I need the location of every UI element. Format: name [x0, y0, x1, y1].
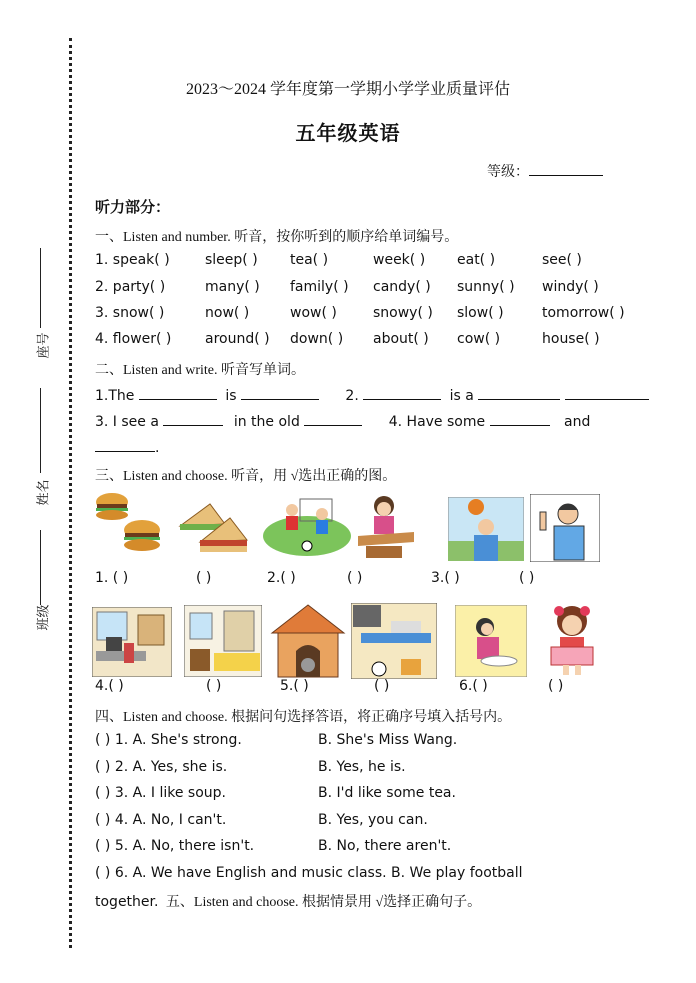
- word-item[interactable]: down( ): [290, 331, 344, 347]
- word-item[interactable]: 3. snow( ): [95, 305, 165, 321]
- section2-heading: 二、Listen and write. 听音写单词。: [95, 363, 305, 378]
- word-item[interactable]: now( ): [205, 305, 250, 321]
- grade-row: [487, 161, 603, 181]
- question-option-a[interactable]: ( ) 1. A. She's strong.: [95, 732, 242, 748]
- grade-blank[interactable]: [529, 161, 603, 176]
- word-item[interactable]: slow( ): [457, 305, 504, 321]
- question-option-a[interactable]: ( ) 3. A. I like soup.: [95, 785, 226, 801]
- picture-choice-label[interactable]: 3.( ): [431, 570, 460, 586]
- binding-dotted-line: [69, 38, 72, 948]
- study-room-image: [92, 607, 172, 677]
- word-item[interactable]: sleep( ): [205, 252, 258, 268]
- q1-text-a: 1.The: [95, 388, 135, 404]
- q6-line2-text: together.: [95, 894, 159, 910]
- section2-line2: [95, 411, 590, 433]
- q2-text-a: 2.: [345, 388, 359, 404]
- question-option-b[interactable]: B. No, there aren't.: [318, 838, 452, 854]
- word-item[interactable]: cow( ): [457, 331, 501, 347]
- picture-choice-label[interactable]: ( ): [206, 678, 222, 694]
- q3-text-b: in the old: [233, 414, 300, 430]
- q2-blank-3[interactable]: [565, 385, 649, 400]
- section1-heading: 一、Listen and number. 听音，按你听到的顺序给单词编号。: [95, 230, 459, 245]
- word-item[interactable]: candy( ): [373, 279, 431, 295]
- section4-heading: 四、Listen and choose. 根据问句选择答语，将正确序号填入括号内。: [95, 710, 512, 725]
- picture-choice-label[interactable]: 1. ( ): [95, 570, 129, 586]
- question-option-b[interactable]: B. I'd like some tea.: [318, 785, 456, 801]
- q4-text-a: 4. Have some: [388, 414, 486, 430]
- q3-text-a: 3. I see a: [95, 414, 159, 430]
- class-label: 班级: [36, 604, 52, 631]
- q1-text-b: is: [225, 388, 237, 404]
- sandwiches-image: [175, 496, 250, 558]
- seat-line: [40, 248, 41, 328]
- man-basketball-image: [448, 497, 524, 561]
- word-item[interactable]: tomorrow( ): [542, 305, 625, 321]
- name-line: [40, 388, 41, 473]
- picture-choice-label[interactable]: 6.( ): [459, 678, 488, 694]
- word-item[interactable]: 2. party( ): [95, 279, 166, 295]
- girl-cooking-image: [455, 605, 527, 677]
- q6-line2: [95, 891, 481, 913]
- question-option-a[interactable]: ( ) 4. A. No, I can't.: [95, 811, 227, 828]
- seat-label: 座号: [36, 332, 52, 359]
- q1-blank-1[interactable]: [139, 385, 217, 400]
- burger-1: [96, 493, 128, 520]
- question-option-b[interactable]: B. Yes, you can.: [318, 811, 428, 828]
- picture-choice-label[interactable]: 5.( ): [280, 678, 309, 694]
- question-option-a[interactable]: ( ) 5. A. No, there isn't.: [95, 838, 255, 854]
- class-line: [40, 530, 41, 605]
- picture-choice-label[interactable]: ( ): [548, 678, 564, 694]
- q3-blank-2[interactable]: [304, 411, 362, 426]
- picture-choice-label[interactable]: ( ): [519, 570, 535, 586]
- section2-line1: [95, 385, 649, 407]
- word-item[interactable]: about( ): [373, 331, 429, 347]
- picture-choice-label[interactable]: 2.( ): [267, 570, 296, 586]
- word-item[interactable]: eat( ): [457, 252, 496, 268]
- burger-2: [124, 520, 160, 551]
- q4-blank-1[interactable]: [490, 411, 550, 426]
- messy-room-image: [351, 603, 437, 679]
- q2-text-b: is a: [449, 388, 474, 404]
- girl-reading-image: [545, 603, 599, 677]
- word-item[interactable]: week( ): [373, 252, 426, 268]
- picture-choice-label[interactable]: ( ): [347, 570, 363, 586]
- word-item[interactable]: wow( ): [290, 305, 337, 321]
- subject-title: 五年级英语: [295, 121, 401, 145]
- question-option-a[interactable]: ( ) 2. A. Yes, she is.: [95, 758, 228, 775]
- q4-blank-2[interactable]: [95, 437, 155, 452]
- picture-choice-label[interactable]: ( ): [196, 570, 212, 586]
- listening-heading: 听力部分：: [95, 198, 171, 216]
- q6-line1: ( ) 6. A. We have English and music class. B. We play football: [95, 865, 523, 881]
- word-item[interactable]: around( ): [205, 331, 270, 347]
- word-item[interactable]: 1. speak( ): [95, 252, 170, 268]
- word-item[interactable]: windy( ): [542, 279, 599, 295]
- football-kids-image: [262, 494, 352, 558]
- q1-blank-2[interactable]: [241, 385, 319, 400]
- picture-choice-label[interactable]: 4.( ): [95, 678, 124, 694]
- grade-label: 等级：: [487, 164, 529, 180]
- word-item[interactable]: family( ): [290, 279, 349, 295]
- name-label: 姓名: [36, 479, 52, 506]
- q2-blank-2[interactable]: [478, 385, 560, 400]
- dog-house-image: [270, 603, 346, 679]
- q4-text-b: and: [564, 414, 591, 430]
- word-item[interactable]: tea( ): [290, 252, 329, 268]
- girl-writing-image: [356, 492, 416, 560]
- section5-heading: 五、Listen and choose. 根据情景用 √选择正确句子。: [165, 895, 482, 910]
- bedroom-image: [184, 605, 262, 677]
- exam-title: 2023～2024 学年度第一学期小学学业质量评估: [185, 81, 510, 98]
- word-item[interactable]: many( ): [205, 279, 260, 295]
- q2-blank-1[interactable]: [363, 385, 441, 400]
- section2-line3: .: [95, 437, 159, 459]
- question-option-b[interactable]: B. She's Miss Wang.: [318, 732, 458, 748]
- man-teacher-image: [530, 494, 600, 562]
- word-item[interactable]: snowy( ): [373, 305, 433, 321]
- word-item[interactable]: house( ): [542, 331, 600, 347]
- word-item[interactable]: 4. flower( ): [95, 331, 172, 347]
- word-item[interactable]: see( ): [542, 252, 582, 268]
- picture-choice-label[interactable]: ( ): [374, 678, 390, 694]
- q3-blank-1[interactable]: [163, 411, 223, 426]
- hamburgers-image: [94, 490, 164, 560]
- word-item[interactable]: sunny( ): [457, 279, 515, 295]
- section3-heading: 三、Listen and choose. 听音，用 √选出正确的图。: [95, 469, 397, 484]
- question-option-b[interactable]: B. Yes, he is.: [318, 758, 406, 775]
